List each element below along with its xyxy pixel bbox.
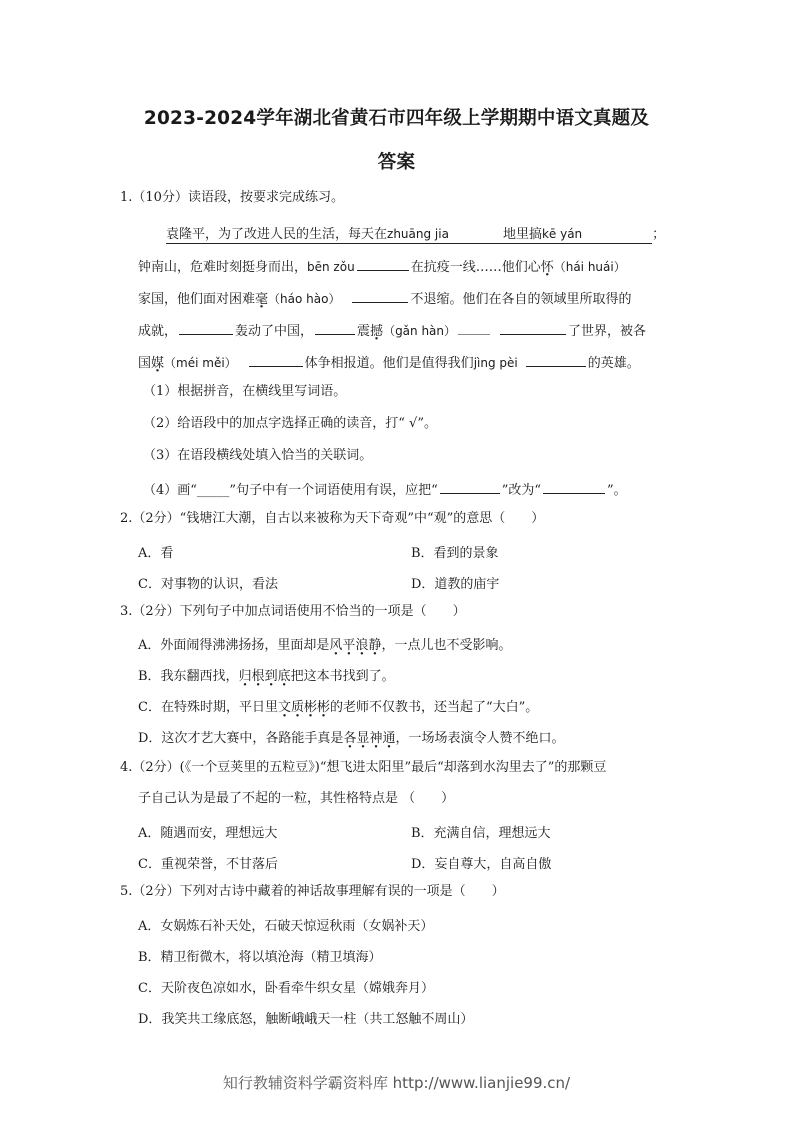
q1-text: _____	[196, 483, 230, 498]
dotted-char: 毫	[255, 292, 269, 307]
dotted-char: 各	[343, 731, 357, 746]
q1-paragraph-line2	[138, 257, 626, 276]
q3-text: ，一点儿也不受影响。	[381, 638, 512, 653]
answer-blank[interactable]	[440, 480, 500, 494]
q1-paragraph-line1	[166, 226, 665, 243]
pinyin-choice: （méi měi）	[164, 356, 237, 370]
q3-text: ，一场场表演令人赞不绝口。	[395, 731, 565, 746]
q5-option-a[interactable]: A．女娲炼石补天处，石破天惊逗秋雨（女娲补天）	[138, 919, 434, 934]
answer-blank[interactable]	[500, 321, 566, 335]
q4-option-d[interactable]: D．妄自尊大，自高自傲	[411, 857, 552, 872]
q4-option-c[interactable]: C．重视荣誉，不甘落后	[138, 857, 278, 872]
q1-text: 了世界，被各	[568, 324, 647, 339]
q1-stem: 1.（10分）读语段，按要求完成练习。	[120, 190, 344, 205]
dotted-char: 平	[342, 638, 356, 653]
q3-text: C．在特殊时期，平日里	[138, 700, 278, 715]
q2-stem: 2.（2分）“钱塘江大潮，自古以来被称为天下奇观”中“观”的意思（ ）	[120, 511, 545, 526]
pinyin-choice: （hái huái）	[553, 260, 626, 274]
q1-text: 在抗疫一线……他们心	[410, 260, 541, 275]
q2-option-c[interactable]: C．对事物的认识，看法	[138, 577, 278, 592]
dotted-char: 底	[277, 669, 291, 684]
pinyin-keyan: kē yán	[541, 227, 583, 241]
q3-stem: 3.（2分）下列句子中加点词语使用不恰当的一项是（ ）	[120, 604, 466, 619]
q1-text: （4）画“	[143, 483, 197, 498]
q1-underlined-sentence	[166, 227, 652, 244]
dotted-char: 怀	[540, 260, 554, 275]
answer-blank[interactable]	[357, 257, 409, 271]
answer-blank[interactable]	[543, 480, 605, 494]
answer-blank[interactable]	[458, 321, 490, 335]
dotted-char: 彬	[317, 700, 331, 715]
q1-subtask-2: （2）给语段中的加点字选择正确的读音，打“ √”。	[143, 416, 437, 431]
q4-stem-line1: 4.（2分）(《一个豆荚里的五粒豆》)“想飞进太阳里”最后“却落到水沟里去了”的那颗豆	[120, 760, 607, 775]
answer-blank[interactable]	[352, 289, 408, 303]
q3-text: D．这次才艺大赛中，各路能手真是	[138, 731, 344, 746]
pinyin-choice: （háo hào）	[268, 292, 341, 306]
q3-text: 的老师不仅教书，还当起了“大白”。	[330, 700, 539, 715]
dotted-char: 彬	[303, 700, 317, 715]
q2-option-d[interactable]: D．道教的庙宇	[411, 577, 500, 592]
dotted-char: 神	[369, 731, 383, 746]
q3-option-c[interactable]	[138, 696, 538, 715]
q3-text: A．外面闹得沸沸扬扬，里面却是	[138, 638, 330, 653]
answer-blank[interactable]	[526, 353, 586, 367]
dotted-char: 到	[264, 669, 278, 684]
q1-text: ”改为“	[501, 483, 542, 498]
q1-text: 地里搞	[502, 227, 542, 242]
q1-text: 袁隆平，为了改进人民的生活，每天在	[166, 227, 388, 242]
q3-option-a[interactable]	[138, 634, 511, 653]
q1-text: 成就，	[138, 324, 178, 339]
dotted-char: 风	[329, 638, 343, 653]
q1-text: 不退缩。他们在各自的领域里所取得的	[410, 292, 632, 307]
dotted-char: 通	[382, 731, 396, 746]
q4-option-a[interactable]: A．随遇而安，理想远大	[138, 826, 278, 841]
q5-option-d[interactable]: D．我笑共工缘底怒，触断峨峨天一柱（共工怒触不周山）	[138, 1012, 474, 1027]
q1-text: 震	[357, 324, 371, 339]
q1-text: 家国，他们面对困难	[138, 292, 256, 307]
answer-blank[interactable]	[249, 353, 303, 367]
dotted-char: 根	[251, 669, 265, 684]
q1-subtask-1: （1）根据拼音，在横线里写词语。	[143, 384, 347, 399]
q1-paragraph-line5	[138, 353, 640, 372]
q5-option-b[interactable]: B．精卫衔微木，将以填沧海（精卫填海）	[138, 950, 382, 965]
q1-subtask-3: （3）在语段横线处填入恰当的关联词。	[143, 448, 373, 463]
pinyin-zhuangjia: zhuāng jia	[387, 227, 449, 241]
q2-option-a[interactable]: A．看	[138, 546, 174, 561]
q3-text: B．我东翻西找，	[138, 669, 239, 684]
dotted-char: 文	[277, 700, 291, 715]
q1-text: ；	[652, 227, 666, 242]
q5-stem: 5.（2分）下列对古诗中藏着的神话故事理解有误的一项是（ ）	[120, 884, 505, 899]
q4-option-b[interactable]: B．充满自信，理想远大	[411, 826, 551, 841]
answer-blank[interactable]	[315, 321, 355, 335]
dotted-char: 归	[238, 669, 252, 684]
dotted-char: 显	[356, 731, 370, 746]
q3-option-d[interactable]	[138, 727, 565, 746]
dotted-char: 质	[290, 700, 304, 715]
q4-stem-line2: 子自己认为是最了不起的一粒，其性格特点是 （ ）	[138, 791, 455, 806]
q1-paragraph-line3	[138, 289, 631, 308]
pinyin-benzou: bēn zǒu	[307, 260, 355, 274]
dotted-char: 撼	[370, 324, 384, 339]
q1-text: 国	[138, 356, 152, 371]
q1-text: ”句子中有一个词语使用有误，应把“	[229, 483, 438, 498]
document-title-line1: 2023-2024学年湖北省黄石市四年级上学期期中语文真题及	[143, 108, 650, 129]
pinyin-choice: （gǎn hàn）	[383, 324, 457, 338]
q2-option-b[interactable]: B．看到的景象	[411, 546, 499, 561]
q1-paragraph-line4	[138, 321, 646, 340]
q1-text: 的英雄。	[587, 356, 640, 371]
q5-option-c[interactable]: C．天阶夜色凉如水，卧看牵牛织女星（嫦娥奔月）	[138, 981, 434, 996]
q3-text: 把这本书找到了。	[290, 669, 395, 684]
q1-text: 体争相报道。他们是值得我们	[304, 356, 474, 371]
q1-text: ”。	[607, 483, 627, 498]
page-footer-watermark: 知行教辅资料学霸资料库 http://www.lianjie99.cn/	[222, 1074, 571, 1092]
document-title-line2: 答案	[377, 152, 416, 173]
answer-blank[interactable]	[179, 321, 233, 335]
dotted-char: 浪	[355, 638, 369, 653]
pinyin-jingpei: jìng pèi	[473, 356, 518, 370]
q3-option-b[interactable]	[138, 665, 395, 684]
dotted-char: 静	[368, 638, 382, 653]
q1-text: 轰动了中国，	[235, 324, 314, 339]
q1-subtask-4	[143, 480, 627, 499]
dotted-char: 媒	[151, 356, 165, 371]
q1-text: 钟南山，危难时刻挺身而出，	[138, 260, 308, 275]
